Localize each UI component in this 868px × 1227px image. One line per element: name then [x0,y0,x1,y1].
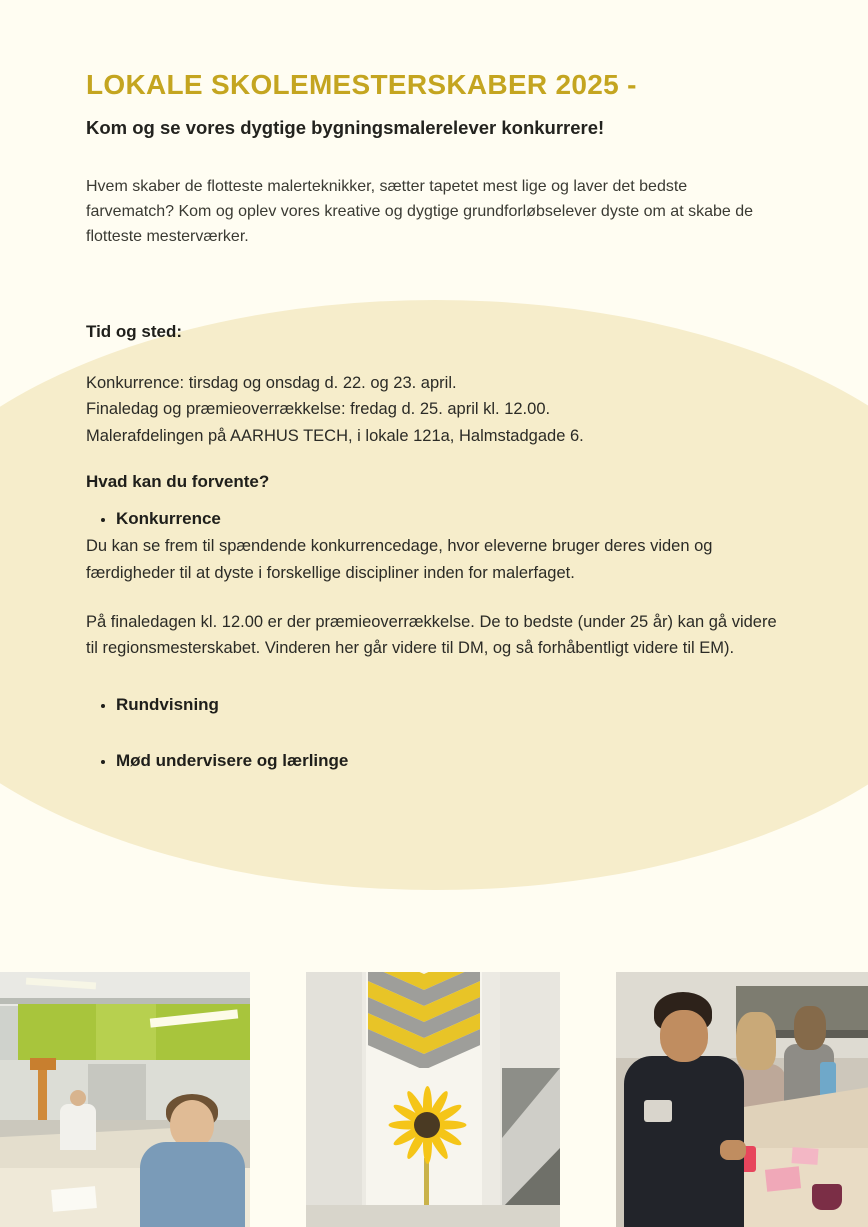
expect-heading: Hvad kan du forvente? [86,471,270,491]
workshop-classroom-photo [0,972,250,1227]
konkurrence-body: Du kan se frem til spændende konkurrencedage, hvor eleverne bruger deres viden og færdigheder til at dyste i forskellige discipliner inden for malerfaget. [86,537,713,582]
time-place-lines [86,370,782,450]
time-place-heading: Tid og sted: [86,321,183,341]
details-section [0,302,868,774]
bullet-list-moed [86,748,782,774]
time-place-line: Finaledag og præmieoverrækkelse: fredag d. 25. april kl. 12.00. [86,400,551,419]
finale-body: På finaledagen kl. 12.00 er der præmieoverrækkelse. De to bedste (under 25 år) kan gå videre til regionsmesterskabet. Vinderen her går videre til DM, og så forhåbentligt videre til EM). [86,612,777,658]
sunflower-mural-photo [306,972,560,1227]
photo-strip [0,972,868,1227]
poster-header-section [0,0,868,250]
page-subtitle: Kom og se vores dygtige bygningsmalerelever konkurrere! [86,117,605,139]
sunflower-graphic [392,1090,462,1160]
page-title: LOKALE SKOLEMESTERSKABER 2025 - [86,69,637,100]
students-at-workbench-photo [616,972,868,1227]
bullet-list-rundvisning [86,692,782,718]
expect-bullet-list [86,506,782,532]
bullet-konkurrence: • Konkurrence [116,506,782,532]
bullet-moed-undervisere: • Mød undervisere og lærlinge [116,748,782,774]
intro-paragraph: Hvem skaber de flotteste malerteknikker, sætter tapetet mest lige og laver det bedste farvematch? Kom og oplev vores kreative og dygtige grundforløbselever dyste om at skabe de flotteste mesterværker. [86,178,754,245]
time-place-line: Malerafdelingen på AARHUS TECH, i lokale 121a, Halmstadgade 6. [86,426,584,445]
time-place-line: Konkurrence: tirsdag og onsdag d. 22. og 23. april. [86,373,457,392]
bullet-rundvisning: • Rundvisning [116,692,782,718]
